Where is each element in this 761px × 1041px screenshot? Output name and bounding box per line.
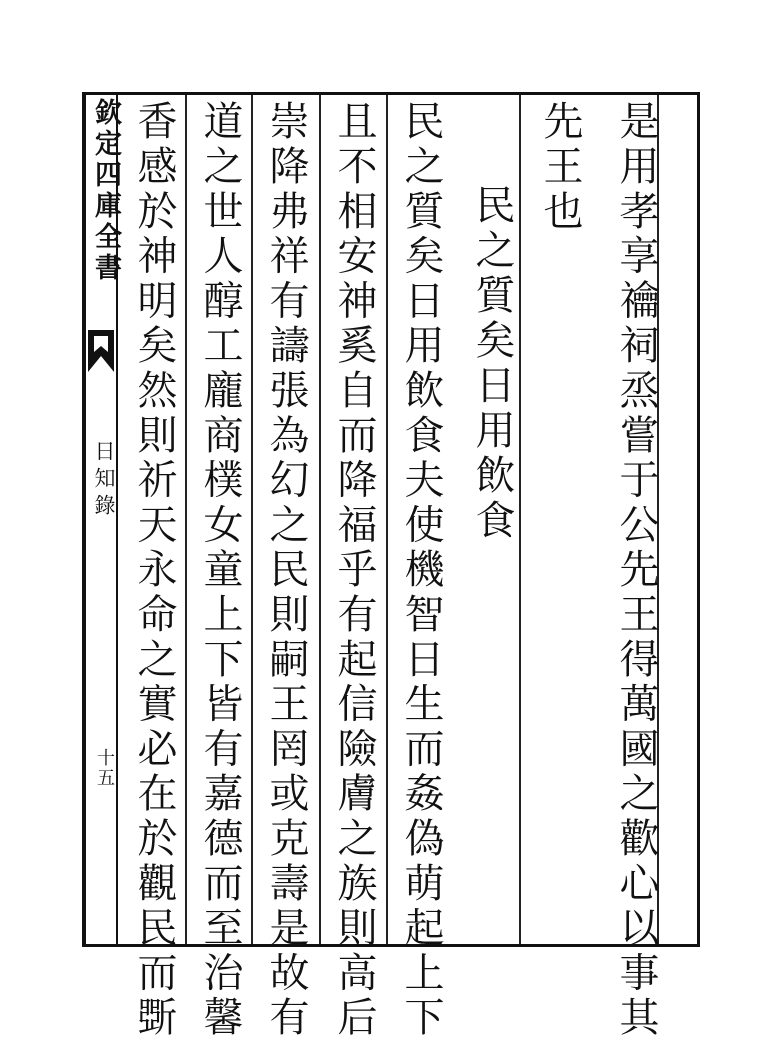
text-column: 且不相安神奚自而降福乎有起信險膚之族則高后 [331,100,377,1041]
text-column: 道之世人醇工龐商樸女童上下皆有嘉德而至治馨 [197,100,243,1041]
column-rule [319,95,321,944]
book-title: 日知錄 [92,440,116,521]
page-frame [86,92,700,947]
collection-title: 欽定四庫全書 [90,98,121,284]
fish-tail-mark [86,326,116,376]
column-rule [386,95,388,944]
column-rule [185,95,187,944]
section-heading: 民之質矣日用飲食 [469,184,515,544]
text-column: 先王也 [537,100,583,235]
column-rule [519,95,521,944]
text-column: 是用孝享禴祠烝嘗于公先王得萬國之歡心以事其 [613,100,659,1041]
column-rule [251,95,253,944]
page-number: 十五 [94,748,115,788]
text-column: 民之質矣日用飲食夫使機智日生而姦偽萌起上下 [398,100,444,1041]
text-column: 香感於神明矣然則祈天永命之實必在於觀民而斲 [131,100,177,1041]
text-column: 崇降弗祥有譸張為幻之民則嗣王罔或克壽是故有 [263,100,309,1041]
